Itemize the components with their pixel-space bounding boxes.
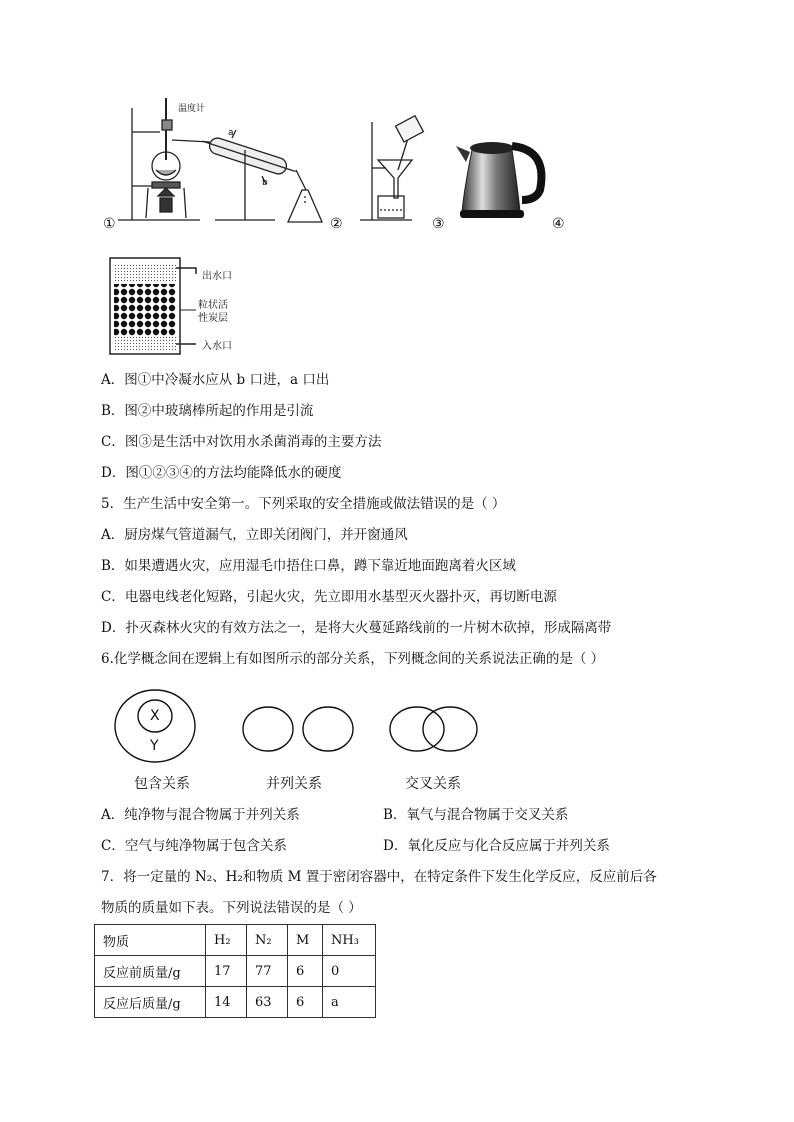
inlet-label: 入水口 <box>202 341 232 352</box>
cross-left-circle <box>390 707 444 751</box>
q7-stem-line-1: 7．将一定量的 N₂、H₂和物质 M 置于密闭容器中，在特定条件下发生化学反应，反应前后各 <box>101 869 657 885</box>
q4-option-c: C．图③是生活中对饮用水杀菌消毒的主要方法 <box>101 434 382 450</box>
q6-option-a: A．纯净物与混合物属于并列关系 <box>101 807 300 823</box>
table-cell: 反应后质量/g <box>95 987 206 1018</box>
q4-option-a: A．图①中冷凝水应从 b 口进，a 口出 <box>101 372 330 388</box>
table-header-cell: 物质 <box>95 925 206 956</box>
contain-relation-label: 包含关系 <box>134 776 190 792</box>
q6-option-c: C．空气与纯净物属于包含关系 <box>101 838 287 854</box>
mass-table <box>94 924 376 1018</box>
parallel-right-circle <box>303 707 353 751</box>
q6-option-d: D．氧化反应与化合反应属于并列关系 <box>383 838 610 854</box>
cross-right-circle <box>423 707 477 751</box>
carbon-layer-label-1: 粒状活 <box>198 300 228 311</box>
table-cell: 6 <box>288 987 323 1018</box>
q7-stem-line-2: 物质的质量如下表。下列说法错误的是（ ） <box>101 900 362 916</box>
table-cell: 63 <box>247 987 288 1018</box>
table-row <box>95 987 376 1018</box>
q5-stem: 5．生产生活中安全第一。下列采取的安全措施或做法错误的是（ ） <box>101 496 506 512</box>
table-header-cell: M <box>288 925 323 956</box>
table-cell: 14 <box>206 987 247 1018</box>
set-y-label: Y <box>150 738 159 754</box>
table-header-cell: H₂ <box>206 925 247 956</box>
q6-stem: 6.化学概念间在逻辑上有如图所示的部分关系，下列概念间的关系说法正确的是（ ） <box>101 651 605 667</box>
carbon-layer-label-2: 性炭层 <box>198 313 228 324</box>
q5-option-d: D．扑灭森林火灾的有效方法之一，是将大火蔓延路线前的一片树木砍掉，形成隔离带 <box>101 620 612 636</box>
q5-option-b: B．如果遭遇火灾，应用湿毛巾捂住口鼻，蹲下靠近地面跑离着火区域 <box>101 558 516 574</box>
parallel-relation-label: 并列关系 <box>266 776 322 792</box>
thermometer-label: 温度计 <box>178 104 206 114</box>
q4-option-b: B．图②中玻璃棒所起的作用是引流 <box>101 403 314 419</box>
q5-option-a: A．厨房煤气管道漏气，立即关闭阀门，并开窗通风 <box>101 527 408 543</box>
table-cell: a <box>323 987 376 1018</box>
figure-3-number: ③ <box>432 216 445 232</box>
figure-1-number: ① <box>103 216 116 232</box>
table-header-row <box>95 925 376 956</box>
table-row <box>95 956 376 987</box>
table-cell: 17 <box>206 956 247 987</box>
table-cell: 0 <box>323 956 376 987</box>
set-x-label: X <box>150 708 160 724</box>
table-cell: 反应前质量/g <box>95 956 206 987</box>
table-header-cell: N₂ <box>247 925 288 956</box>
q4-option-d: D．图①②③④的方法均能降低水的硬度 <box>101 465 342 481</box>
figure-4-number: ④ <box>552 216 565 232</box>
table-header-cell: NH₃ <box>323 925 376 956</box>
outlet-label: 出水口 <box>202 271 232 282</box>
parallel-left-circle <box>243 707 293 751</box>
port-a-label: a <box>228 128 234 138</box>
q5-option-c: C．电器电线老化短路，引起火灾，先立即用水基型灭火器扑灭，再切断电源 <box>101 589 557 605</box>
port-b-label: b <box>262 178 268 188</box>
table-cell: 77 <box>247 956 288 987</box>
table-cell: 6 <box>288 956 323 987</box>
q6-option-b: B．氧气与混合物属于交叉关系 <box>383 807 569 823</box>
cross-relation-label: 交叉关系 <box>405 776 461 792</box>
figure-2-number: ② <box>330 216 343 232</box>
